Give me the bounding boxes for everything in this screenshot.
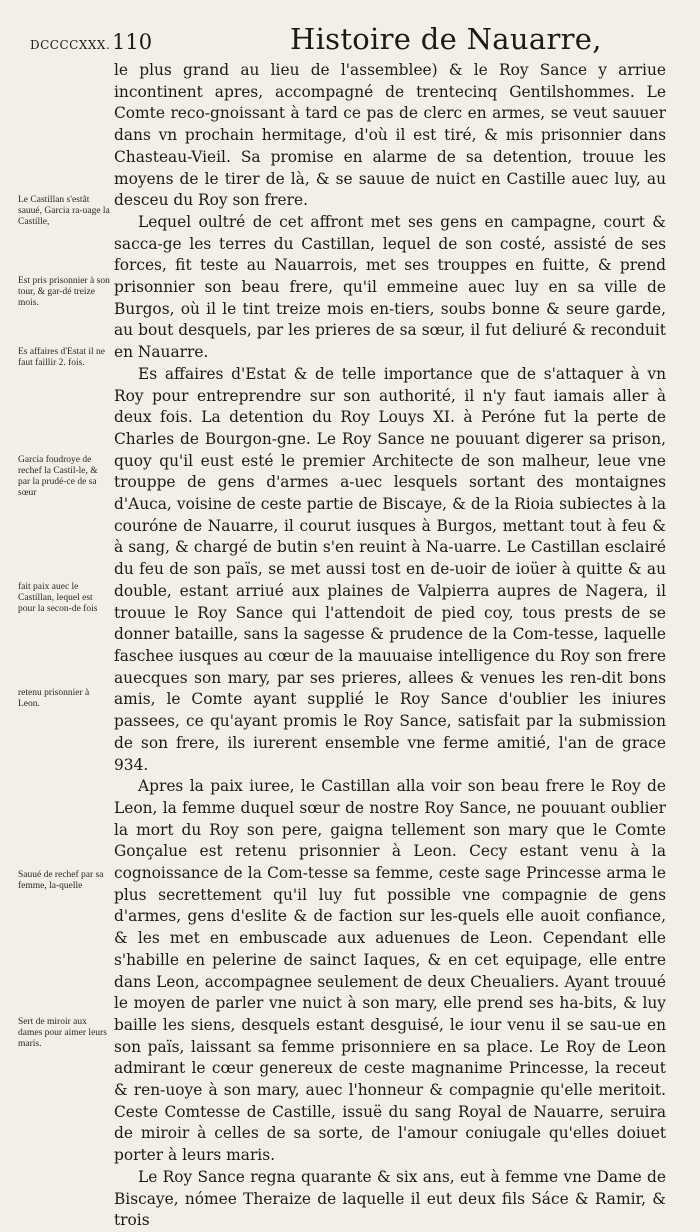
margin-note: Le Castillan s'estãt sauué, Garcia ra-uage la Castille, <box>18 195 110 227</box>
year-label: DCCCCXXX. <box>30 38 111 52</box>
margin-note: fait paix auec le Castillan, lequel est pour la secon-de fois <box>18 582 98 614</box>
paragraph: Le Roy Sance regna quarante & six ans, eut à femme vne Dame de Biscaye, nómee Theraize de laquelle il eut deux fils Sáce & Ramir, & trois <box>114 1167 666 1230</box>
margin-note: Es affaires d'Estat il ne faut faillir 2. fois. <box>18 347 106 368</box>
margin-note: Sert de miroir aux dames pour aimer leurs maris. <box>18 1017 107 1049</box>
margin-note: Est pris prisonnier à son tour, & gar-dé treize mois. <box>18 276 110 308</box>
margin-note: Sauué de rechef par sa femme, la-quelle <box>18 870 104 891</box>
paragraph: le plus grand au lieu de l'assemblee) & le Roy Sance y arriue incontinent apres, accompagné de trentecinq Gentilshommes. Le Comte reco-gnoissant à tard ce pas de clerc en armes, se veut sauuer dans vn prochain hermitage, d'où il est tiré, & mis prisonnier dans Chasteau-Vieil. Sa promise en alarme de sa detention, trouue les moyens de le tirer de là, & se sauue de nuict en Castille auec luy, au desceu du Roy son frere. <box>114 61 666 210</box>
running-title: Histoire de Nauarre, <box>290 22 602 56</box>
page-header <box>0 18 700 58</box>
paragraph: Es affaires d'Estat & de telle importance que de s'attaquer à vn Roy pour entreprendre sur son authorité, il n'y faut iamais aller à deux fois. La detention du Roy Louys XI. à Peróne fut la perte de Charles de Bourgon-gne. Le Roy Sance ne pouuant digerer sa prison, quoy qu'il eust esté le premier Architecte de son malheur, leue vne trouppe de gens d'armes a-uec lesquels sortant des montaignes d'Auca, voisine de ceste partie de Biscaye, & de la Rioia subiectes à la couróne de Nauarre, il courut iusques à Burgos, mettant tout à feu & à sang, & chargé de butin s'en reuint à Na-uarre. Le Castillan esclairé du feu de son païs, se met aussi tost en de-uoir de ioüer à quitte & au double, estant arriué aux plaines de Valpierra aupres de Nagera, il trouue le Roy Sance qui l'attendoit de pied coy, tous prests de se donner bataille, sans la sagesse & prudence de la Com-tesse, laquelle fascheе iusques au cœur de la mauuaise intelligence du Roy son frere auecques son mary, par ses prieres, allees & venues les ren-dit bons amis, le Comte ayant supplié le Roy Sance d'oublier les iniures passees, ce qu'ayant promis le Roy Sance, satisfait par la submission de son frere, ils iurerent ensemble vne ferme amitié, l'an de grace 934. <box>114 364 666 774</box>
paragraph: Lequel oultré de cet affront met ses gens en campagne, court & sacca-ge les terres du Castillan, lequel de son costé, assisté de ses forces, fit teste au Nauarrois, met ses trouppes en fuitte, & prend prisonnier son beau frere, qu'il emmeine auec luy en sa ville de Burgos, où il le tint treize mois en-tiers, soubs bonne & seure garde, au bout desquels, par les prieres de sa sœur, il fut deliuré & reconduit en Nauarre. <box>114 212 666 362</box>
margin-note: Garcia foudroye de rechef la Castil-le, & par la prudé-ce de sa sœur <box>18 455 98 498</box>
page-number: 110 <box>112 30 153 54</box>
main-text <box>114 60 666 1232</box>
paragraph: Apres la paix iuree, le Castillan alla voir son beau frere le Roy de Leon, la femme duquel sœur de nostre Roy Sance, ne pouuant oublier la mort du Roy son pere, gaigna tellement son mary que le Comte Gonçalue est retenu prisonnier à Leon. Cecy estant venu à la cognoissance de la Com-tesse sa femme, ceste sage Princesse arma le plus secrettement qu'il luy fut possible vne compagnie de gens d'armes, gens d'eslite & de faction sur les-quels elle auoit confiance, & les met en embuscade aux aduenues de Leon. Cependant elle s'habille en pelerine de sainct Iaques, & en cet equipage, elle entre dans Leon, accompagnee seulement de deux Cheualiers. Ayant trouué le moyen de parler vne nuict à son mary, elle prend ses ha-bits, & luy baille les siens, desquels estant desguisé, le iour venu il se sau-ue en son païs, laissant sa femme prisonniere en sa place. Le Roy de Leon admirant le cœur genereux de ceste magnanime Princesse, la receut & ren-uoye à son mary, auec l'honneur & compagnie qu'elle meritoit. Ceste Comtesse de Castille, issuë du sang Royal de Nauarre, seruira de miroir à celles de sa sorte, de l'amour coniugale qu'elles doiuet porter à leurs maris. <box>114 777 666 1165</box>
margin-note: retenu prisonnier à Leon. <box>18 688 90 709</box>
